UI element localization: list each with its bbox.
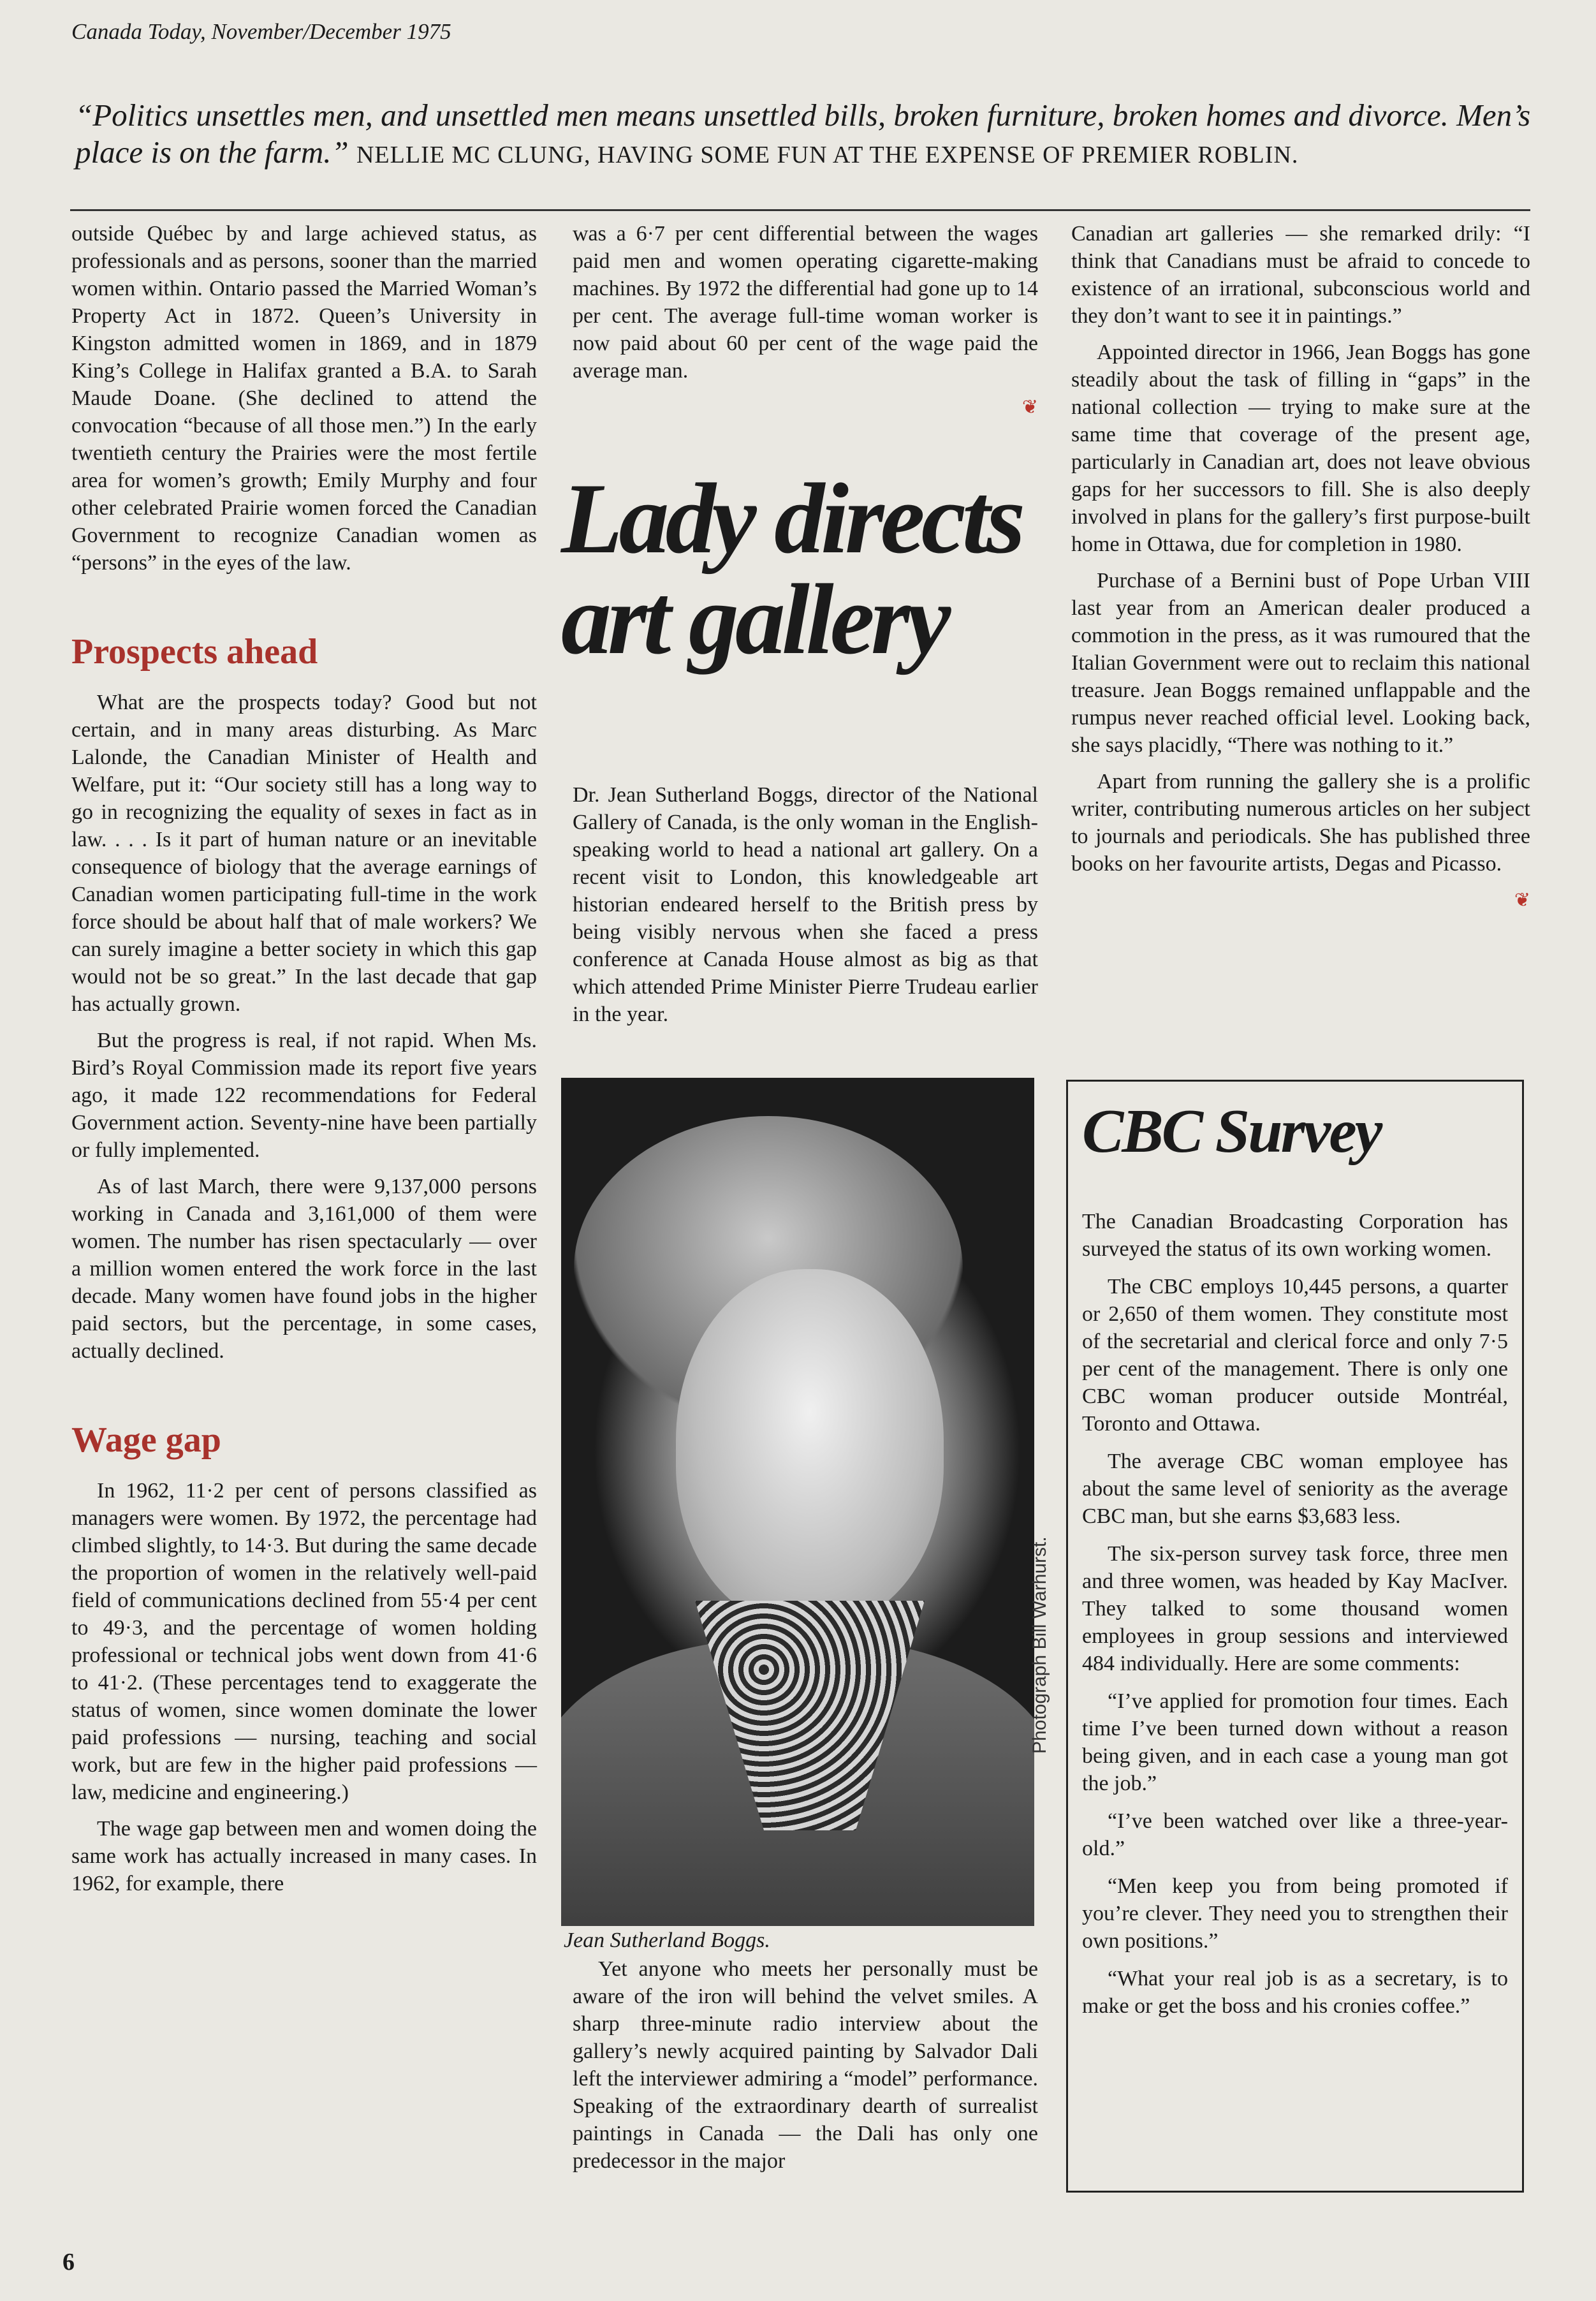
article-headline: Lady directs art gallery xyxy=(561,463,1022,675)
column-2-intro xyxy=(573,781,1038,1037)
col3-paragraph: Canadian art galleries — she remarked drily: “I think that Canadians must be afraid to concede to existence of an irrational, subconscious world and they don’t want to see it in paintings.” xyxy=(1071,222,1530,328)
col3-paragraph: Appointed director in 1966, Jean Boggs has gone steadily about the task of filling in “gaps” in the national collection — trying to make sure at the same time that coverage of the present age, particularly in Canadian art, does not leave obvious gaps for her successors to fill. She is also deeply involved in plans for the gallery’s first purpose-built home in Ottawa, due for completion in 1980. xyxy=(1071,341,1530,556)
maple-leaf-icon: ❦ xyxy=(1514,890,1530,911)
subheading-wage-gap: Wage gap xyxy=(71,1420,221,1460)
header-rule xyxy=(70,209,1530,211)
col2-paragraph: Yet anyone who meets her personally must be aware of the iron will behind the velvet smiles. A sharp three-minute radio interview about the gallery’s newly acquired painting by Salvador Dali left the interviewer admiring a “model” performance. Speaking of the extraordinary dearth of surrealist paintings in Canada — the Dali has only one predecessor in the major xyxy=(573,1957,1038,2173)
column-1 xyxy=(71,220,537,1906)
col1-paragraph: In 1962, 11·2 per cent of persons classified as managers were women. By 1972, the percentage had climbed slightly, to 14·3. But during the same decade the proportion of women in the relatively well-paid field of communications declined from 55·4 per cent to 49·3, and the percentage of women holding professional or technical jobs went down from 41·6 to 41·2. (These percentages tend to exaggerate the status of women, since women dominate the lower paid professions — nursing, teaching and social work, but are few in the higher paid professions — law, medicine and engineering.) xyxy=(71,1479,537,1804)
pull-quote-text: “Politics unsettles men, and unsettled men means unsettled bills, broken furniture, broken homes and divorce. Men’s place is on the farm.” xyxy=(75,98,1531,170)
cbc-paragraph: The six-person survey task force, three men and three women, was headed by Kay MacIver. They talked to some thousand women employees in group sessions and interviewed 484 individually. Here are some comments: xyxy=(1082,1542,1508,1675)
photo-credit: Photograph Bill Warhurst. xyxy=(1029,1536,1050,1754)
maple-leaf-icon: ❦ xyxy=(1021,397,1038,418)
column-3 xyxy=(1071,220,1530,914)
cbc-paragraph: The average CBC woman employee has about the same level of seniority as the average CBC man, but she earns $3,683 less. xyxy=(1082,1450,1508,1528)
photo-face-shape xyxy=(676,1269,944,1626)
cbc-quote: “I’ve been watched over like a three-year-old.” xyxy=(1082,1809,1508,1860)
cbc-survey-box xyxy=(1066,1080,1524,2193)
page-number: 6 xyxy=(62,2249,75,2275)
cbc-paragraph: The Canadian Broadcasting Corporation has surveyed the status of its own working women. xyxy=(1082,1210,1508,1261)
col2-paragraph: Dr. Jean Sutherland Boggs, director of the National Gallery of Canada, is the only woman in the English-speaking world to head a national art gallery. On a recent visit to London, this knowledgeable art historian endeared herself to the British press by being visibly nervous when she faced a press conference at Canada House almost as big as that which attended Prime Minister Pierre Trudeau earlier in the year. xyxy=(573,783,1038,1026)
subheading-prospects: Prospects ahead xyxy=(71,632,318,672)
cbc-quote: “What your real job is as a secretary, is to make or get the boss and his cronies coffee.” xyxy=(1082,1967,1508,2018)
running-head: Canada Today, November/December 1975 xyxy=(71,19,451,44)
cbc-quote: “I’ve applied for promotion four times. Each time I’ve been turned down without a reason being given, and in each case a young man got the job.” xyxy=(1082,1689,1508,1795)
pull-quote-attribution: NELLIE MC CLUNG, HAVING SOME FUN AT THE EXPENSE OF PREMIER ROBLIN. xyxy=(356,142,1299,168)
col1-paragraph: But the progress is real, if not rapid. When Ms. Bird’s Royal Commission made its report five years ago, it made 122 recommendations for Federal Government action. Seventy-nine have been partially or fully implemented. xyxy=(71,1029,537,1162)
col3-paragraph: Apart from running the gallery she is a prolific writer, contributing numerous articles on her subject to journals and periodicals. She has published three books on her favourite artists, Degas and Picasso. xyxy=(1071,770,1530,876)
col1-paragraph: As of last March, there were 9,137,000 persons working in Canada and 3,161,000 of them were women. The number has risen spectacularly — over a million women entered the work force in the last decade. Many women have found jobs in the higher paid sectors, but the percentage, in some cases, actually declined. xyxy=(71,1175,537,1363)
cbc-paragraph: The CBC employs 10,445 persons, a quarter or 2,650 of them women. They constitute most of the secretarial and clerical force and only 7·5 per cent of the management. There is only one CBC woman producer outside Montréal, Toronto and Ottawa. xyxy=(1082,1275,1508,1436)
column-2-bottom xyxy=(573,1955,1038,2184)
col1-paragraph: What are the prospects today? Good but not certain, and in many areas disturbing. As Marc Lalonde, the Canadian Minister of Health and Welfare, put it: “Our society still has a long way to go in recognizing the equality of sexes in fact as in law. . . . Is it part of human nature or an inevitable consequence of biology that the average earnings of Canadian women participating full-time in the work force should be about half that of male workers? We can surely imagine a better society in which this gap would not be so great.” In the last decade that gap has actually grown. xyxy=(71,691,537,1016)
col2-paragraph: was a 6·7 per cent differential between the wages paid men and women operating cigarette-making machines. By 1972 the differential had gone up to 14 per cent. The average full-time woman worker is now paid about 60 per cent of the wage paid the average man. xyxy=(573,222,1038,383)
portrait-photo xyxy=(561,1078,1034,1926)
pull-quote xyxy=(75,97,1535,173)
column-2-top xyxy=(573,220,1038,421)
cbc-quote: “Men keep you from being promoted if you’re clever. They need you to strengthen their own positions.” xyxy=(1082,1874,1508,1953)
cbc-survey-title: CBC Survey xyxy=(1082,1097,1381,1166)
col1-paragraph: The wage gap between men and women doing the same work has actually increased in many cases. In 1962, for example, there xyxy=(71,1817,537,1895)
col3-paragraph: Purchase of a Bernini bust of Pope Urban VIII last year from an American dealer produced a commotion in the press, as it was rumoured that the Italian Government were out to reclaim this national treasure. Jean Boggs remained unflappable and the rumpus never reached official level. Looking back, she says placidly, “There was nothing to it.” xyxy=(1071,569,1530,757)
photo-caption: Jean Sutherland Boggs. xyxy=(564,1929,770,1952)
col1-paragraph: outside Québec by and large achieved status, as professionals and as persons, sooner than the married women within. Ontario passed the Married Woman’s Property Act in 1872. Queen’s University in Kingston admitted women in 1869, and in 1879 King’s College in Halifax granted a B.A. to Sarah Maude Doane. (She declined to attend the convocation “because of all those men.”) In the early twentieth century the Prairies were the most fertile area for women’s growth; Emily Murphy and four other celebrated Prairie women forced the Canadian Government to recognize Canadian women as “persons” in the eyes of the law. xyxy=(71,222,537,575)
